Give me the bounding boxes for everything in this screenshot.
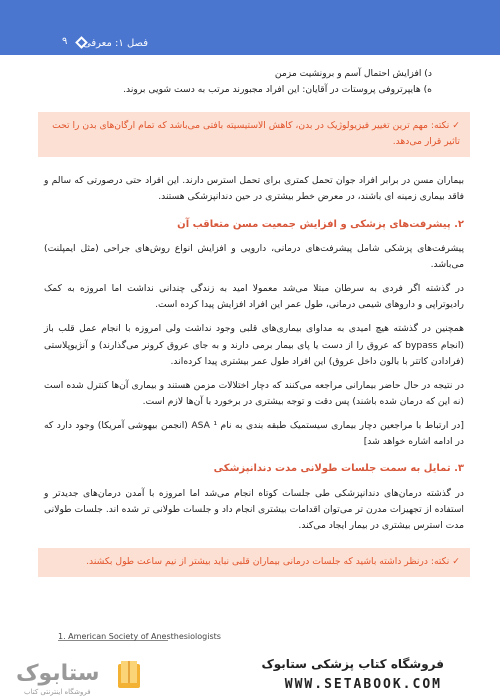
paragraph: [در ارتباط با مراجعین دچار بیماری سیستمیک طبقه بندی به نام ASA ¹ (انجمن بیهوشی آمریکا) وجود دارد که در ادامه اشاره خواهد شد] xyxy=(44,419,464,447)
logo-wordmark: ستابوک xyxy=(16,661,100,686)
list-item-h: ه) هایپرتروفی پروستات در آقایان: این افراد مجبورند مرتب به دست شویی بروند. xyxy=(123,84,432,96)
footnote: 1. American Society of Anesthesiologists xyxy=(58,632,221,641)
chapter-header xyxy=(0,0,500,55)
check-icon: ✓ xyxy=(452,120,460,132)
paragraph: در گذشته اگر فردی به سرطان مبتلا می‌شد معمولا امید به زندگی چندانی نداشت اما امروزه به کمک رادیوتراپی و داروهای شیمی درمانی، طول عمر این افراد افزایش پیدا کرده است. xyxy=(44,283,464,311)
note-text: نکته: مهم ترین تغییر فیزیولوژیک در بدن، کاهش الاستیسیته بافتی می‌باشد که تمام ارگان‌های بدن را تحت تاثیر قرار می‌دهد. xyxy=(52,120,460,148)
note-box xyxy=(38,548,470,577)
page-number: ۹ xyxy=(62,36,68,47)
paragraph: پیشرفت‌های پزشکی شامل پیشرفت‌های درمانی، دارویی و افزایش انواع روش‌های جراحی (مثل ایمپلنت) می‌باشد. xyxy=(44,243,464,271)
section-number: ۳. xyxy=(454,463,464,475)
store-url[interactable]: WWW.SETABOOK.COM xyxy=(284,677,442,692)
paragraph: همچنین در گذشته هیچ امیدی به مداوای بیماری‌های قلبی وجود نداشت ولی امروزه با انجام عمل قلب باز (انجام bypass که عروق را از دست یا پای بیمار برمی دارند و به جای عروق کرونر می‌گذارند) و آنژیوپلاستی (فرادادن کاتتر با بالون داخل عروق) این افراد طول عمر بیشتری پیدا کرده‌اند. xyxy=(44,323,464,367)
paragraph: در گذشته درمان‌های دندانپزشکی طی جلسات کوتاه انجام می‌شد اما امروزه با آمدن درمان‌های جدیدتر و استفاده از تجهیزات مدرن تر می‌توان اقدامات بیشتری انجام داد و جلسات طولانی تر شده اند. جلسات طولانی مدت استرس بیشتری در بیمار ایجاد می‌کند. xyxy=(44,487,464,531)
section-heading xyxy=(44,216,464,234)
paragraph: در نتیجه در حال حاضر بیمارانی مراجعه می‌کنند که دچار اختلالات مزمن هستند و بیماری آن‌ها کنترل شده است (نه این که درمان شده باشند) پس دقت و توجه بیشتری در برخورد با آن‌ها لازم است. xyxy=(44,379,464,407)
store-name: فروشگاه کتاب پزشکی ستابوک xyxy=(261,657,444,671)
section-title: پیشرفت‌های پزشکی و افزایش جمعیت مسن متعاقب آن xyxy=(177,218,451,230)
page-content xyxy=(44,66,464,593)
paragraph: بیماران مسن در برابر افراد جوان تحمل کمتری برای تحمل استرس دارند. این افراد حتی درصورتی که سالم و فاقد بیماری زمینه ای باشند، در معرض خطر بیشتری در حین دندانپزشکی هستند. xyxy=(44,175,464,203)
book-logo-icon xyxy=(14,650,146,698)
chapter-title: فصل ۱: معرفی xyxy=(83,38,148,49)
section-title: تمایل به سمت جلسات طولانی مدت دندانپزشکی xyxy=(213,463,451,475)
section-heading xyxy=(44,460,464,478)
section-number: ۲. xyxy=(454,218,464,230)
list-item-d: د) افزایش احتمال آسم و برونشیت مزمن xyxy=(274,68,432,79)
note-text: نکته: درنظر داشته باشید که جلسات درمانی بیماران قلبی نباید بیشتر از نیم ساعت طول بکشند. xyxy=(86,555,450,567)
note-box xyxy=(38,112,470,157)
logo-caption: فروشگاه اینترنتی کتاب xyxy=(24,688,91,696)
check-icon: ✓ xyxy=(452,555,460,567)
store-footer xyxy=(0,648,500,700)
